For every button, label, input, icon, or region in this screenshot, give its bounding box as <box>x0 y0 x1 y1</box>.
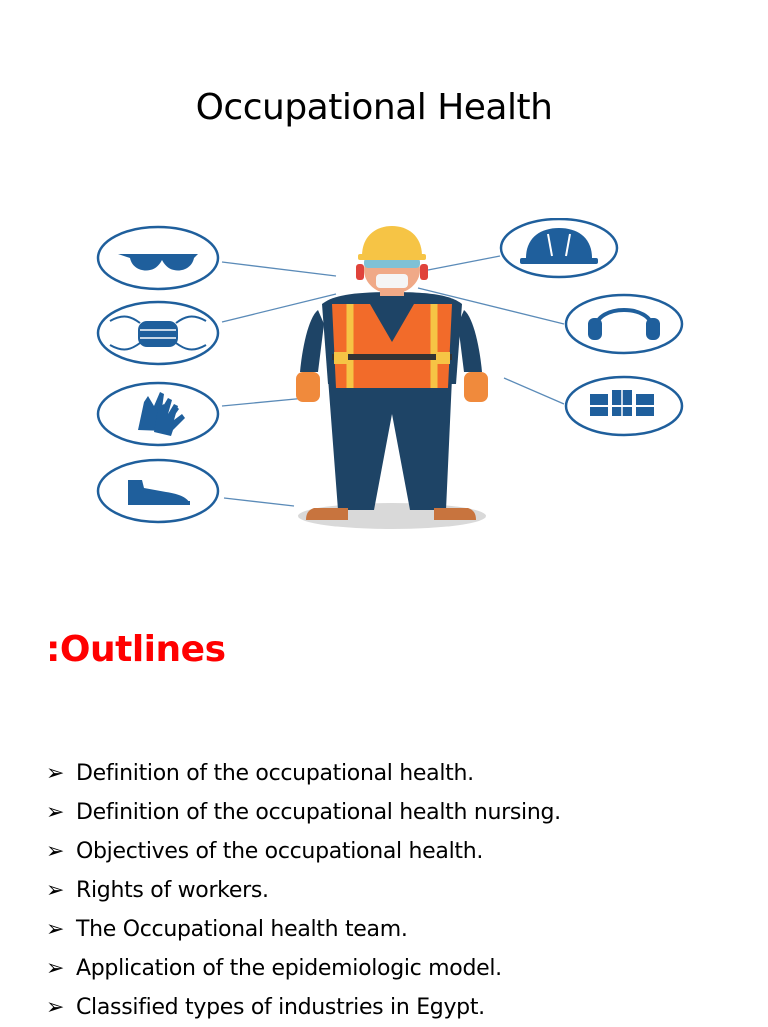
arrow-bullet-icon: ➢ <box>46 956 65 981</box>
arrow-bullet-icon: ➢ <box>46 800 65 825</box>
list-item: ➢ The Occupational health team. <box>46 910 561 949</box>
list-item: ➢ Application of the epidemiologic model. <box>46 949 561 988</box>
face-mask-icon <box>98 302 218 364</box>
outline-list <box>46 754 561 1027</box>
list-item: ➢ Classified types of industries in Egypt. <box>46 988 561 1027</box>
list-item: ➢ Definition of the occupational health nursing. <box>46 793 561 832</box>
outlines-heading: :Outlines <box>46 629 226 670</box>
arrow-bullet-icon: ➢ <box>46 761 65 786</box>
gloves-icon <box>98 383 218 445</box>
hard-hat-icon <box>501 219 617 277</box>
list-item: ➢ Definition of the occupational health. <box>46 754 561 793</box>
safety-shoe-icon <box>98 460 218 522</box>
safety-harness-icon <box>566 377 682 435</box>
arrow-bullet-icon: ➢ <box>46 995 65 1020</box>
list-item: ➢ Objectives of the occupational health. <box>46 832 561 871</box>
ear-muffs-icon <box>566 295 682 353</box>
worker-figure <box>296 226 488 529</box>
list-item: ➢ Rights of workers. <box>46 871 561 910</box>
slide-title: Occupational Health <box>195 87 553 128</box>
arrow-bullet-icon: ➢ <box>46 878 65 903</box>
arrow-bullet-icon: ➢ <box>46 917 65 942</box>
arrow-bullet-icon: ➢ <box>46 839 65 864</box>
ppe-illustration <box>96 218 696 538</box>
safety-goggles-icon <box>98 227 218 289</box>
